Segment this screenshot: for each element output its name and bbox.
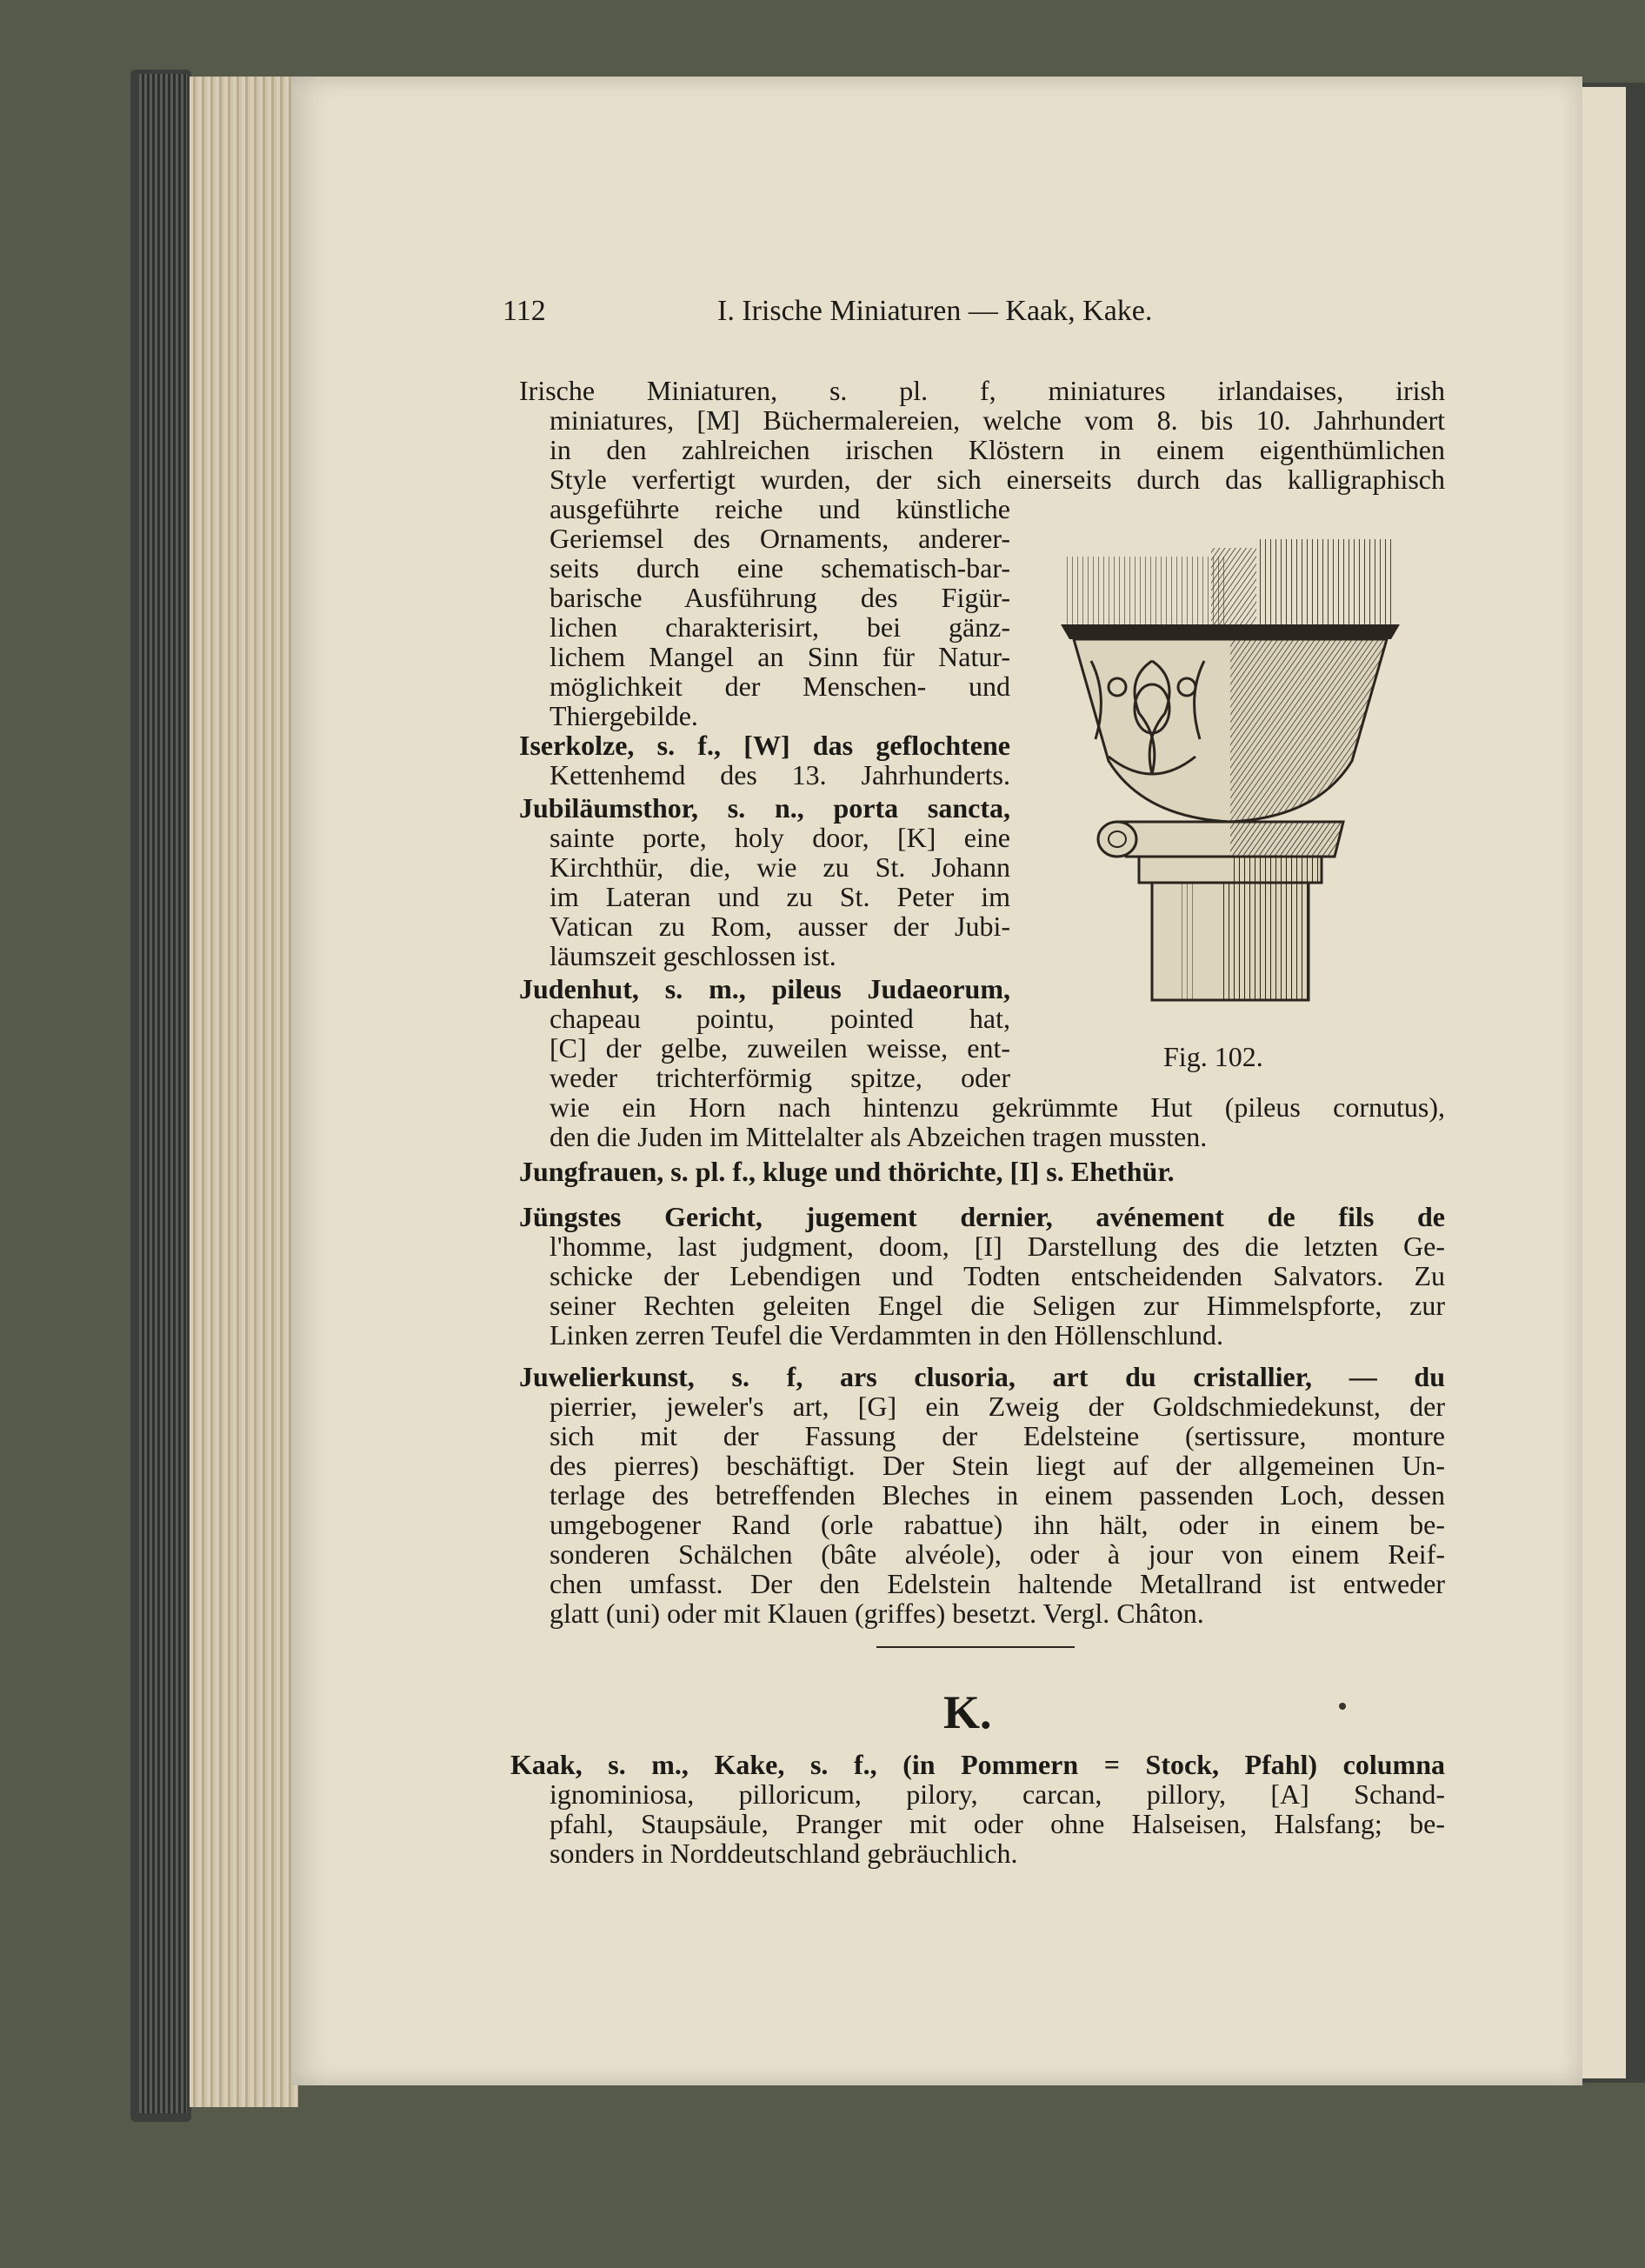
entry-line: Judenhut, s. m., pileus Judaeorum, xyxy=(519,973,1010,1004)
entry-line: Iserkolze, s. f., [W] das geflochtene xyxy=(519,730,1010,761)
text-line: chen umfasst. Der den Edelstein haltende Metallrand ist entweder xyxy=(549,1568,1445,1599)
entry-line: Jüngstes Gericht, jugement dernier, avénement de fils de xyxy=(519,1201,1445,1232)
text-line: Thiergebilde. xyxy=(549,700,698,731)
text-line: seiner Rechten geleiten Engel die Seligen zur Himmelspforte, zur xyxy=(549,1290,1445,1321)
text-line: ausgeführte reiche und künstliche xyxy=(549,493,1010,524)
text-line: im Lateran und zu St. Peter im xyxy=(549,881,1010,912)
text-line: glatt (uni) oder mit Klauen (griffes) besetzt. Vergl. Châton. xyxy=(549,1598,1204,1629)
facing-page-edge xyxy=(1582,87,1626,2078)
entry-line: Juwelierkunst, s. f, ars clusoria, art du cristallier, — du xyxy=(519,1361,1445,1392)
text-line: seits durch eine schematisch-bar- xyxy=(549,552,1010,584)
book-spine-board xyxy=(139,74,187,2113)
text-line: Geriemsel des Ornaments, anderer- xyxy=(549,523,1010,554)
text-line: Linken zerren Teufel die Verdammten in den Höllenschlund. xyxy=(549,1319,1223,1351)
text-line: Kirchthür, die, wie zu St. Johann xyxy=(549,851,1010,883)
text-line: des pierres) beschäftigt. Der Stein liegt auf der allgemeinen Un- xyxy=(549,1450,1445,1481)
text-line: Irische Miniaturen, s. pl. f, miniatures irlandaises, irish xyxy=(519,375,1445,406)
text-line: Style verfertigt wurden, der sich einerseits durch das kalligraphisch xyxy=(549,464,1445,495)
figure-caption: Fig. 102. xyxy=(1163,1041,1263,1072)
text-line: chapeau pointu, pointed hat, xyxy=(549,1003,1010,1034)
entry-line: Jungfrauen, s. pl. f., kluge und thörichte, [I] s. Ehethür. xyxy=(519,1156,1175,1187)
entry-line: Jubiläumsthor, s. n., porta sancta, xyxy=(519,792,1010,824)
entry-line: Kaak, s. m., Kake, s. f., (in Pommern = Stock, Pfahl) columna xyxy=(510,1749,1445,1780)
text-line: sonders in Norddeutschland gebräuchlich. xyxy=(549,1838,1018,1869)
page-edges xyxy=(190,77,298,2107)
text-line: Kettenhemd des 13. Jahrhunderts. xyxy=(549,759,1010,790)
text-line: ignominiosa, pilloricum, pilory, carcan, pillory, [A] Schand- xyxy=(549,1778,1445,1810)
text-line: sainte porte, holy door, [K] eine xyxy=(549,822,1010,853)
text-line: schicke der Lebendigen und Todten entscheidenden Salvators. Zu xyxy=(549,1260,1445,1291)
running-title: I. Irische Miniaturen — Kaak, Kake. xyxy=(717,295,1153,327)
text-line: läumszeit geschlossen ist. xyxy=(549,940,836,971)
text-line: barische Ausführung des Figür- xyxy=(549,582,1010,613)
text-line: Vatican zu Rom, ausser der Jubi- xyxy=(549,911,1010,942)
capital-illustration xyxy=(1056,530,1404,1004)
section-letter: K. xyxy=(943,1686,992,1738)
text-line: möglichkeit der Menschen- und xyxy=(549,670,1010,702)
text-line: miniatures, [M] Büchermalereien, welche vom 8. bis 10. Jahrhundert xyxy=(549,404,1445,436)
text-line: pierrier, jeweler's art, [G] ein Zweig der Goldschmiedekunst, der xyxy=(549,1391,1445,1422)
text-line: in den zahlreichen irischen Klöstern in einem eigenthümlichen xyxy=(549,434,1445,465)
text-line: [C] der gelbe, zuweilen weisse, ent- xyxy=(549,1032,1010,1064)
text-line: lichem Mangel an Sinn für Natur- xyxy=(549,641,1010,672)
text-line: wie ein Horn nach hintenzu gekrümmte Hut (pileus cornutus), xyxy=(549,1091,1445,1123)
text-line: lichen charakterisirt, bei gänz- xyxy=(549,611,1010,643)
text-line: umgebogener Rand (orle rabattue) ihn hält, oder in einem be- xyxy=(549,1509,1445,1540)
text-line: terlage des betreffenden Bleches in einem passenden Loch, dessen xyxy=(549,1479,1445,1511)
text-line: sich mit der Fassung der Edelsteine (sertissure, monture xyxy=(549,1420,1445,1451)
section-divider xyxy=(876,1646,1075,1648)
text-line: den die Juden im Mittelalter als Abzeichen tragen mussten. xyxy=(549,1121,1208,1152)
text-line: sonderen Schälchen (bâte alvéole), oder à jour von einem Reif- xyxy=(549,1538,1445,1570)
page-number: 112 xyxy=(503,295,546,327)
text-line: l'homme, last judgment, doom, [I] Darstellung des die letzten Ge- xyxy=(549,1231,1445,1262)
text-line: pfahl, Staupsäule, Pranger mit oder ohne Halseisen, Halsfang; be- xyxy=(549,1808,1445,1839)
text-line: weder trichterförmig spitze, oder xyxy=(549,1062,1010,1093)
ink-spot xyxy=(1339,1703,1346,1710)
